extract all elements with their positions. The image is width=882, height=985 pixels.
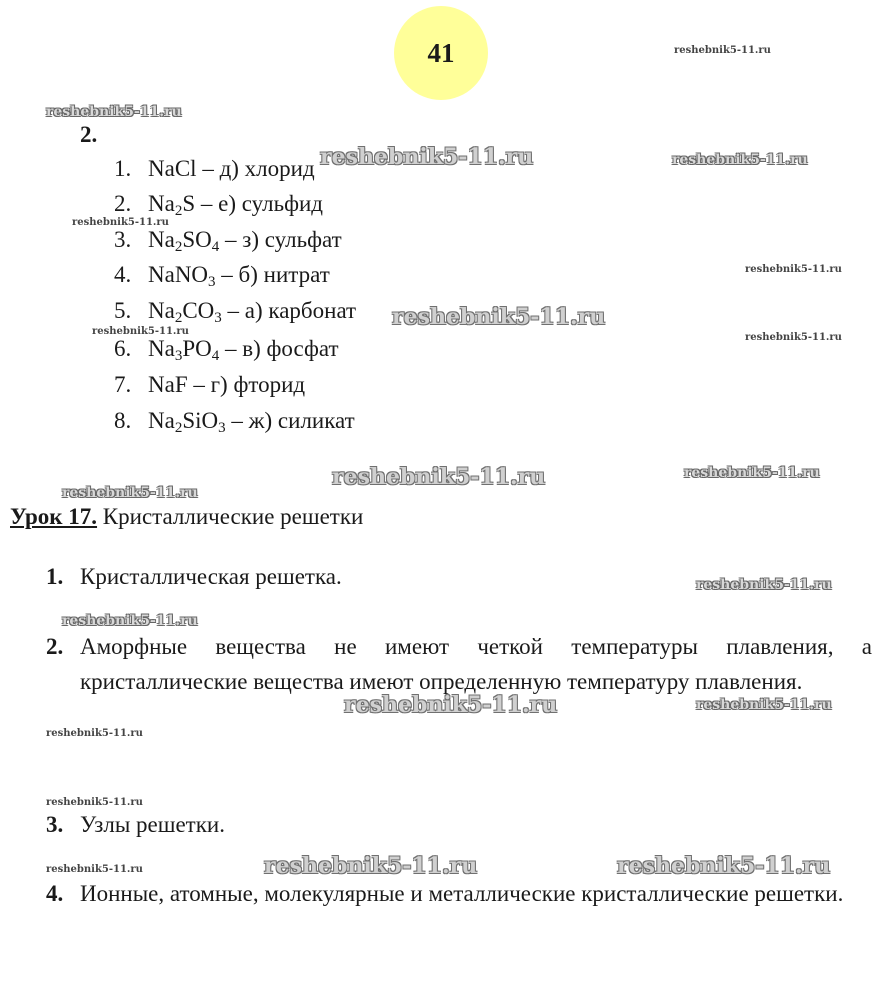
- list-item: 8. $Na_2SiO_3 - ж$) силикат: [114, 408, 355, 436]
- watermark: reshebnik5-11.ru: [684, 465, 820, 481]
- watermark: reshebnik5-11.ru: [332, 464, 546, 490]
- lesson-heading: [10, 504, 363, 530]
- watermark: reshebnik5-11.ru: [344, 692, 558, 718]
- watermark: reshebnik5-11.ru: [264, 853, 478, 879]
- task2-number: 2.: [80, 122, 98, 147]
- watermark: reshebnik5-11.ru: [745, 332, 842, 343]
- watermark: reshebnik5-11.ru: [46, 104, 182, 120]
- watermark: reshebnik5-11.ru: [696, 577, 832, 593]
- list-item: 3. $Na_2SO_4 - з$) сульфат: [114, 227, 342, 255]
- list-item: 6. $Na_3PO_4 - в$) фосфат: [114, 336, 339, 364]
- watermark: reshebnik5-11.ru: [46, 728, 143, 739]
- watermark: reshebnik5-11.ru: [72, 217, 169, 228]
- lesson-title: Кристаллические решетки: [97, 504, 364, 529]
- watermark: reshebnik5-11.ru: [617, 853, 831, 879]
- lesson-label: Урок 17.: [10, 504, 98, 529]
- answer-4: 4. Ионные, атомные, молекулярные и металлические кристаллические решетки.: [46, 881, 844, 906]
- page-number: 41: [427, 37, 455, 68]
- answer-3: 3. Узлы решетки.: [46, 812, 225, 837]
- answer-1: 1. Кристаллическая решетка.: [46, 564, 342, 589]
- list-item: 2. $Na_2S - е$) сульфид: [114, 191, 324, 219]
- watermark: reshebnik5-11.ru: [392, 304, 606, 330]
- watermark: reshebnik5-11.ru: [46, 864, 143, 875]
- watermark: reshebnik5-11.ru: [62, 485, 198, 501]
- page-number-badge: [394, 6, 488, 100]
- answer-2: 2. Аморфные вещества не имеют четкой температуры плавления, а кристаллические вещества имеют определенную температуру плавления.: [46, 634, 872, 694]
- watermark: reshebnik5-11.ru: [92, 326, 189, 337]
- watermark: reshebnik5-11.ru: [745, 264, 842, 275]
- list-item: 4. NaNO$_3$ – б) нитрат: [114, 262, 330, 290]
- list-item: 1. NaCl – д) хлорид: [114, 156, 315, 181]
- watermark: reshebnik5-11.ru: [320, 144, 534, 170]
- watermark: reshebnik5-11.ru: [62, 613, 198, 629]
- list-item: 5. $Na_2CO_3 - а$) карбонат: [114, 298, 357, 326]
- watermark: reshebnik5-11.ru: [46, 797, 143, 808]
- watermark: reshebnik5-11.ru: [674, 45, 771, 56]
- watermark: reshebnik5-11.ru: [696, 697, 832, 713]
- list-item: 7. NaF – г) фторид: [114, 372, 306, 397]
- watermark: reshebnik5-11.ru: [672, 152, 808, 168]
